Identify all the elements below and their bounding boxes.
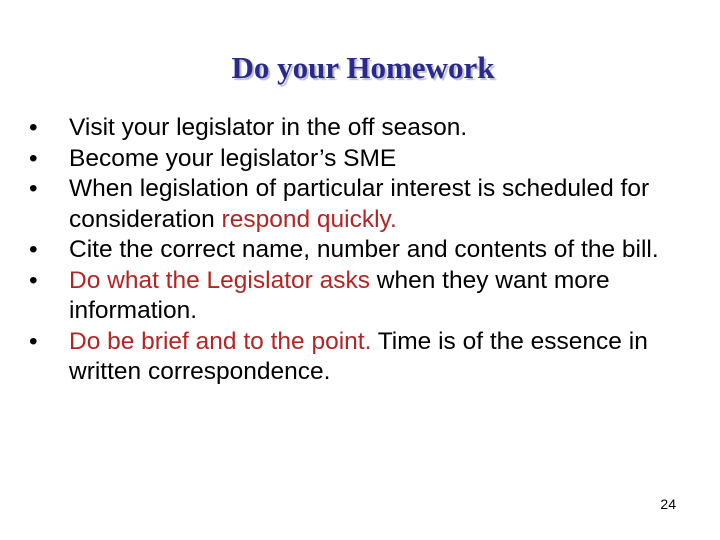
bullet-highlight-text: respond quickly.: [221, 205, 397, 233]
bullet-item: [22, 113, 702, 144]
bullet-icon: •: [29, 175, 38, 202]
bullet-list: [22, 113, 702, 388]
bullet-text: when they want more information.: [69, 266, 610, 324]
bullet-text: Time is of the essence in written correspondence.: [69, 327, 648, 385]
slide-title: Do your Homework: [231, 50, 495, 85]
bullet-item: [22, 144, 702, 175]
bullet-highlight-text: Do what the Legislator asks: [69, 266, 370, 294]
bullet-text: Visit your legislator in the off season.: [69, 114, 468, 141]
bullet-icon: •: [29, 327, 38, 355]
bullet-text: Cite the correct name, number and contents of the bill.: [69, 236, 659, 263]
bullet-icon: •: [29, 114, 38, 141]
bullet-text: When legislation of particular interest is scheduled for consideration: [69, 175, 650, 233]
bullet-highlight-text: Do be brief and to the point.: [69, 327, 372, 355]
bullet-item: [22, 266, 702, 327]
bullet-icon: •: [29, 144, 38, 172]
bullet-icon: •: [29, 266, 38, 294]
bullet-item: [22, 174, 702, 235]
bullet-item: [22, 327, 702, 388]
bullet-text: Become your legislator’s SME: [69, 144, 397, 172]
page-number: 24: [660, 496, 676, 512]
bullet-item: [22, 235, 702, 266]
bullet-icon: •: [29, 236, 38, 263]
